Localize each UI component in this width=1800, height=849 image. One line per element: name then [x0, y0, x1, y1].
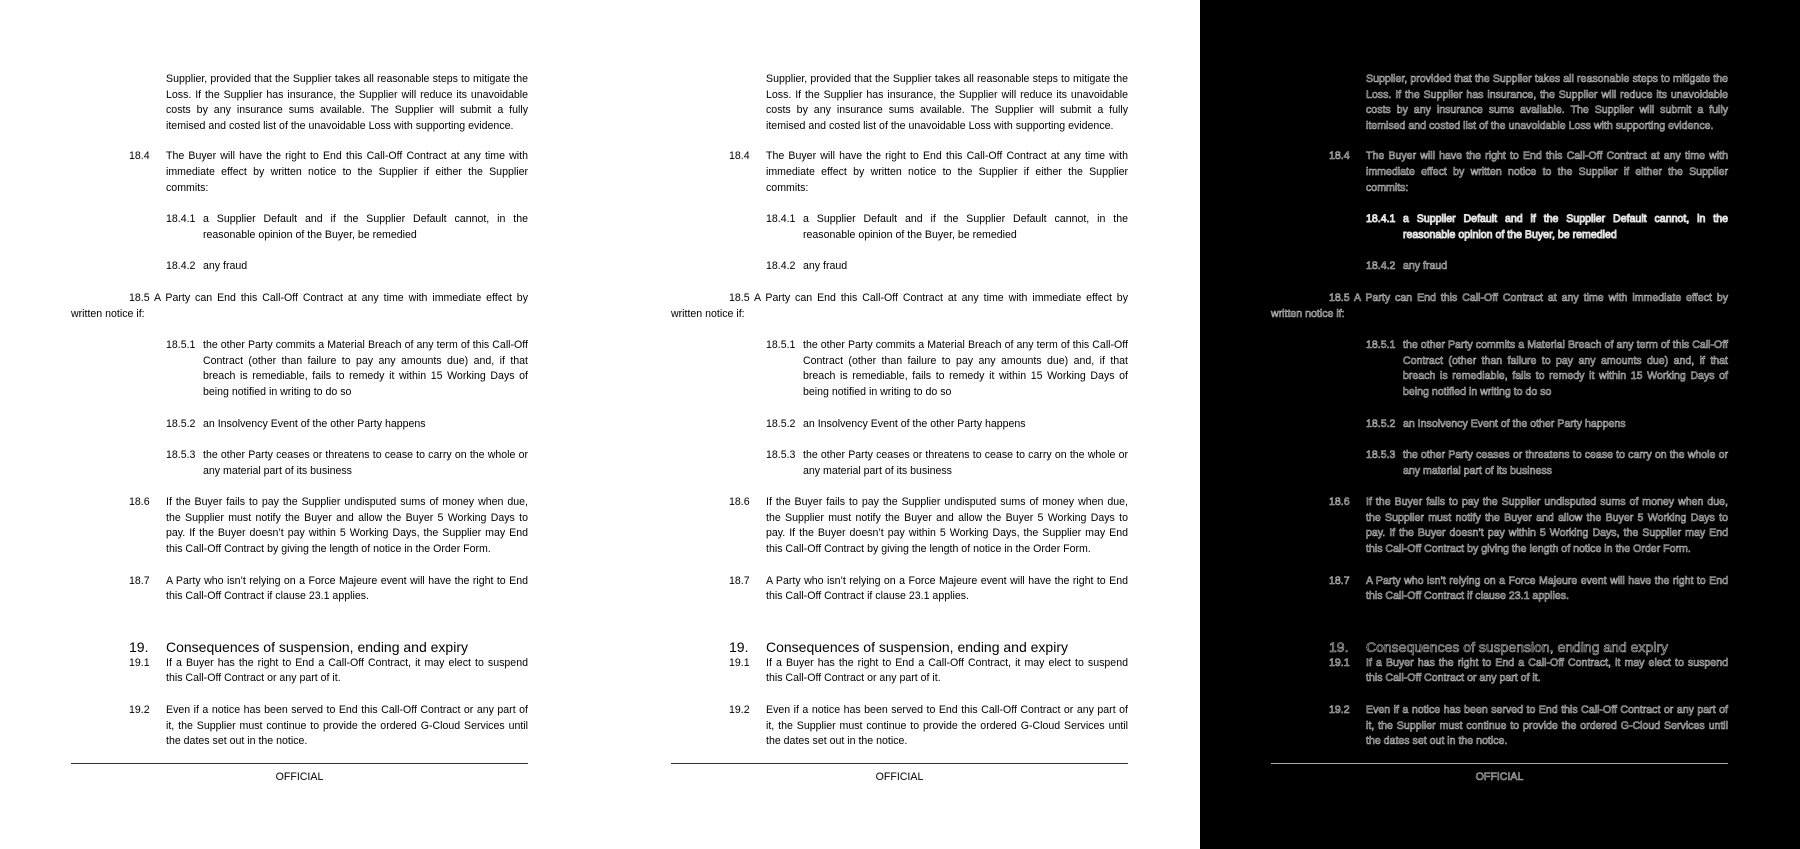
clause-text: A Party who isn’t relying on a Force Majeure event will have the right to End this Call-Off Contract if clause 23.1 applies. [166, 574, 528, 603]
section-number: 19. [129, 638, 149, 655]
clause-18-6 [1271, 495, 1728, 557]
clause-number: 18.4.1 [166, 213, 196, 226]
clause-text: the other Party commits a Material Breach of any term of this Call-Off Contract (other than failure to pay any amounts due) and, if that breach is remediable, fails to remedy it within 15 Working Days of being notified in writing to do so [203, 339, 528, 398]
clause-18-4-2 [766, 259, 1128, 275]
clause-18-5-1 [766, 338, 1128, 400]
section-number: 19. [1329, 638, 1349, 655]
section-number: 19. [729, 638, 749, 655]
clause-text: A Party who isn’t relying on a Force Majeure event will have the right to End this Call-Off Contract if clause 23.1 applies. [1366, 574, 1728, 603]
footer-divider [1271, 763, 1728, 764]
clause-text: the other Party ceases or threatens to cease to carry on the whole or any material part of its business [1403, 449, 1728, 477]
clause-text: If the Buyer fails to pay the Supplier undisputed sums of money when due, the Supplier must notify the Buyer and allow the Buyer 5 Working Days to pay. If the Buyer doesn’t pay within 5 Working Days, the Supplier may End this Call-Off Contract by giving the length of notice in the Order Form. [1366, 496, 1728, 556]
footer-divider [71, 763, 528, 764]
clause-18-5 [1271, 291, 1728, 322]
page-panel-edge-map [1200, 0, 1800, 849]
clause-18-4 [671, 149, 1128, 196]
clause-18-6 [71, 495, 528, 557]
clause-19-2 [1271, 703, 1728, 750]
clause-text: The Buyer will have the right to End this Call-Off Contract at any time with immediate effect by written notice to the Supplier if either the Supplier commits: [766, 150, 1128, 194]
intro-paragraph: Supplier, provided that the Supplier takes all reasonable steps to mitigate the Loss. If the Supplier has insurance, the Supplier will reduce its unavoidable costs by any insurance sums available. The Supplier will submit a fully itemised and costed list of the unavoidable Loss with supporting evidence. [1366, 73, 1728, 132]
section-title: Consequences of suspension, ending and expiry [766, 638, 1068, 655]
clause-number: 19.2 [729, 704, 750, 717]
clause-18-5-2 [166, 417, 528, 433]
intro-paragraph: Supplier, provided that the Supplier takes all reasonable steps to mitigate the Loss. If the Supplier has insurance, the Supplier will reduce its unavoidable costs by any insurance sums available. The Supplier will submit a fully itemised and costed list of the unavoidable Loss with supporting evidence. [766, 73, 1128, 132]
clause-text: the other Party commits a Material Breach of any term of this Call-Off Contract (other than failure to pay any amounts due) and, if that breach is remediable, fails to remedy it within 15 Working Days of being notified in writing to do so [1403, 339, 1728, 398]
clause-18-4-2 [166, 259, 528, 275]
clause-number: 18.4.2 [1366, 260, 1396, 273]
clause-19-1 [71, 656, 528, 687]
clause-number: 18.7 [1329, 574, 1350, 587]
clause-text: a Supplier Default and if the Supplier Default cannot, in the reasonable opinion of the Buyer, be remedied [1403, 213, 1728, 241]
clause-number: 18.4.1 [1366, 213, 1396, 226]
clause-19-2 [671, 703, 1128, 750]
clause-text: an Insolvency Event of the other Party happens [1403, 417, 1626, 430]
clause-number: 18.5 [729, 291, 750, 304]
clause-number: 19.1 [729, 656, 750, 669]
clause-text: any fraud [803, 260, 848, 273]
clause-number: 18.5.1 [766, 339, 796, 352]
clause-text: an Insolvency Event of the other Party happens [803, 417, 1026, 430]
clause-18-7 [671, 574, 1128, 605]
clause-text: Even if a notice has been served to End this Call-Off Contract or any part of it, the Supplier must continue to provide the ordered G-Cloud Services until the dates set out in the notice. [166, 704, 528, 748]
footer-label: OFFICIAL [875, 770, 924, 783]
clause-number: 18.5.2 [166, 417, 196, 430]
clause-text: The Buyer will have the right to End this Call-Off Contract at any time with immediate effect by written notice to the Supplier if either the Supplier commits: [166, 150, 528, 194]
section-title: Consequences of suspension, ending and expiry [1366, 638, 1668, 655]
clause-18-7 [71, 574, 528, 605]
clause-number: 18.6 [129, 496, 150, 509]
clause-text: The Buyer will have the right to End this Call-Off Contract at any time with immediate effect by written notice to the Supplier if either the Supplier commits: [1366, 150, 1728, 194]
clause-text: any fraud [1403, 260, 1448, 273]
clause-text: a Supplier Default and if the Supplier Default cannot, in the reasonable opinion of the Buyer, be remedied [803, 213, 1128, 241]
footer-label: OFFICIAL [275, 770, 324, 783]
clause-18-7 [1271, 574, 1728, 605]
clause-18-4-2 [1366, 259, 1728, 275]
clause-text: If the Buyer fails to pay the Supplier undisputed sums of money when due, the Supplier must notify the Buyer and allow the Buyer 5 Working Days to pay. If the Buyer doesn’t pay within 5 Working Days, the Supplier may End this Call-Off Contract by giving the length of notice in the Order Form. [166, 496, 528, 556]
clause-text: Even if a notice has been served to End this Call-Off Contract or any part of it, the Supplier must continue to provide the ordered G-Cloud Services until the dates set out in the notice. [1366, 704, 1728, 748]
footer-label: OFFICIAL [1475, 770, 1524, 783]
document-page [671, 72, 1128, 785]
clause-18-5 [71, 291, 528, 322]
clause-18-6 [671, 495, 1128, 557]
clause-number: 18.4 [129, 150, 150, 163]
clause-text: the other Party commits a Material Breach of any term of this Call-Off Contract (other than failure to pay any amounts due) and, if that breach is remediable, fails to remedy it within 15 Working Days of being notified in writing to do so [803, 339, 1128, 398]
clause-19-2 [71, 703, 528, 750]
clause-number: 18.4.2 [166, 260, 196, 273]
clause-number: 19.2 [1329, 704, 1350, 717]
document-page [71, 72, 528, 785]
clause-number: 19.2 [129, 704, 150, 717]
clause-number: 18.6 [729, 496, 750, 509]
clause-number: 18.5.1 [1366, 339, 1396, 352]
clause-number: 18.4 [1329, 150, 1350, 163]
clause-number: 18.5.3 [1366, 449, 1396, 462]
clause-text: A Party who isn’t relying on a Force Majeure event will have the right to End this Call-Off Contract if clause 23.1 applies. [766, 574, 1128, 603]
clause-19-1 [1271, 656, 1728, 687]
clause-number: 18.5 [1329, 291, 1350, 304]
clause-text: If a Buyer has the right to End a Call-Off Contract, it may elect to suspend this Call-Off Contract or any part of it. [766, 656, 1128, 685]
clause-text: If a Buyer has the right to End a Call-Off Contract, it may elect to suspend this Call-Off Contract or any part of it. [166, 656, 528, 685]
section-19-heading [1271, 638, 1728, 656]
clause-number: 18.7 [729, 574, 750, 587]
clause-number: 19.1 [129, 656, 150, 669]
page-panel-original [0, 0, 600, 849]
clause-text: A Party can End this Call-Off Contract at any time with immediate effect by written notice if: [71, 291, 529, 320]
clause-18-5-3 [166, 448, 528, 479]
clause-number: 18.6 [1329, 496, 1350, 509]
intro-paragraph: Supplier, provided that the Supplier takes all reasonable steps to mitigate the Loss. If the Supplier has insurance, the Supplier will reduce its unavoidable costs by any insurance sums available. The Supplier will submit a fully itemised and costed list of the unavoidable Loss with supporting evidence. [166, 73, 528, 132]
clause-18-5-3 [766, 448, 1128, 479]
footer-divider [671, 763, 1128, 764]
clause-18-5 [671, 291, 1128, 322]
clause-number: 18.5.3 [766, 449, 796, 462]
clause-text: Even if a notice has been served to End this Call-Off Contract or any part of it, the Supplier must continue to provide the ordered G-Cloud Services until the dates set out in the notice. [766, 704, 1128, 748]
clause-number: 18.5.1 [166, 339, 196, 352]
clause-text: A Party can End this Call-Off Contract at any time with immediate effect by written notice if: [1271, 291, 1729, 320]
clause-text: any fraud [203, 260, 248, 273]
clause-18-5-2 [1366, 417, 1728, 433]
section-19-heading [71, 638, 528, 656]
clause-number: 19.1 [1329, 656, 1350, 669]
clause-text: the other Party ceases or threatens to cease to carry on the whole or any material part of its business [203, 449, 528, 477]
clause-18-5-1 [1366, 338, 1728, 400]
document-page [1271, 72, 1728, 785]
clause-number: 18.5.2 [766, 417, 796, 430]
clause-text: a Supplier Default and if the Supplier Default cannot, in the reasonable opinion of the Buyer, be remedied [203, 213, 528, 241]
clause-19-1 [671, 656, 1128, 687]
clause-text: A Party can End this Call-Off Contract at any time with immediate effect by written notice if: [671, 291, 1129, 320]
clause-number: 18.4 [729, 150, 750, 163]
clause-18-4-1 [166, 212, 528, 243]
clause-number: 18.5.3 [166, 449, 196, 462]
clause-18-4 [1271, 149, 1728, 196]
clause-number: 18.4.2 [766, 260, 796, 273]
clause-text: the other Party ceases or threatens to cease to carry on the whole or any material part of its business [803, 449, 1128, 477]
clause-number: 18.5.2 [1366, 417, 1396, 430]
clause-18-4-1 [766, 212, 1128, 243]
clause-text: If the Buyer fails to pay the Supplier undisputed sums of money when due, the Supplier must notify the Buyer and allow the Buyer 5 Working Days to pay. If the Buyer doesn’t pay within 5 Working Days, the Supplier may End this Call-Off Contract by giving the length of notice in the Order Form. [766, 496, 1128, 556]
clause-text: If a Buyer has the right to End a Call-Off Contract, it may elect to suspend this Call-Off Contract or any part of it. [1366, 656, 1728, 685]
clause-text: an Insolvency Event of the other Party happens [203, 417, 426, 430]
clause-18-4-1 [1366, 212, 1728, 243]
page-panel-copy [600, 0, 1200, 849]
clause-number: 18.4.1 [766, 213, 796, 226]
section-19-heading [671, 638, 1128, 656]
clause-18-4 [71, 149, 528, 196]
clause-number: 18.5 [129, 291, 150, 304]
section-title: Consequences of suspension, ending and expiry [166, 638, 468, 655]
clause-18-5-2 [766, 417, 1128, 433]
clause-18-5-1 [166, 338, 528, 400]
clause-number: 18.7 [129, 574, 150, 587]
clause-18-5-3 [1366, 448, 1728, 479]
